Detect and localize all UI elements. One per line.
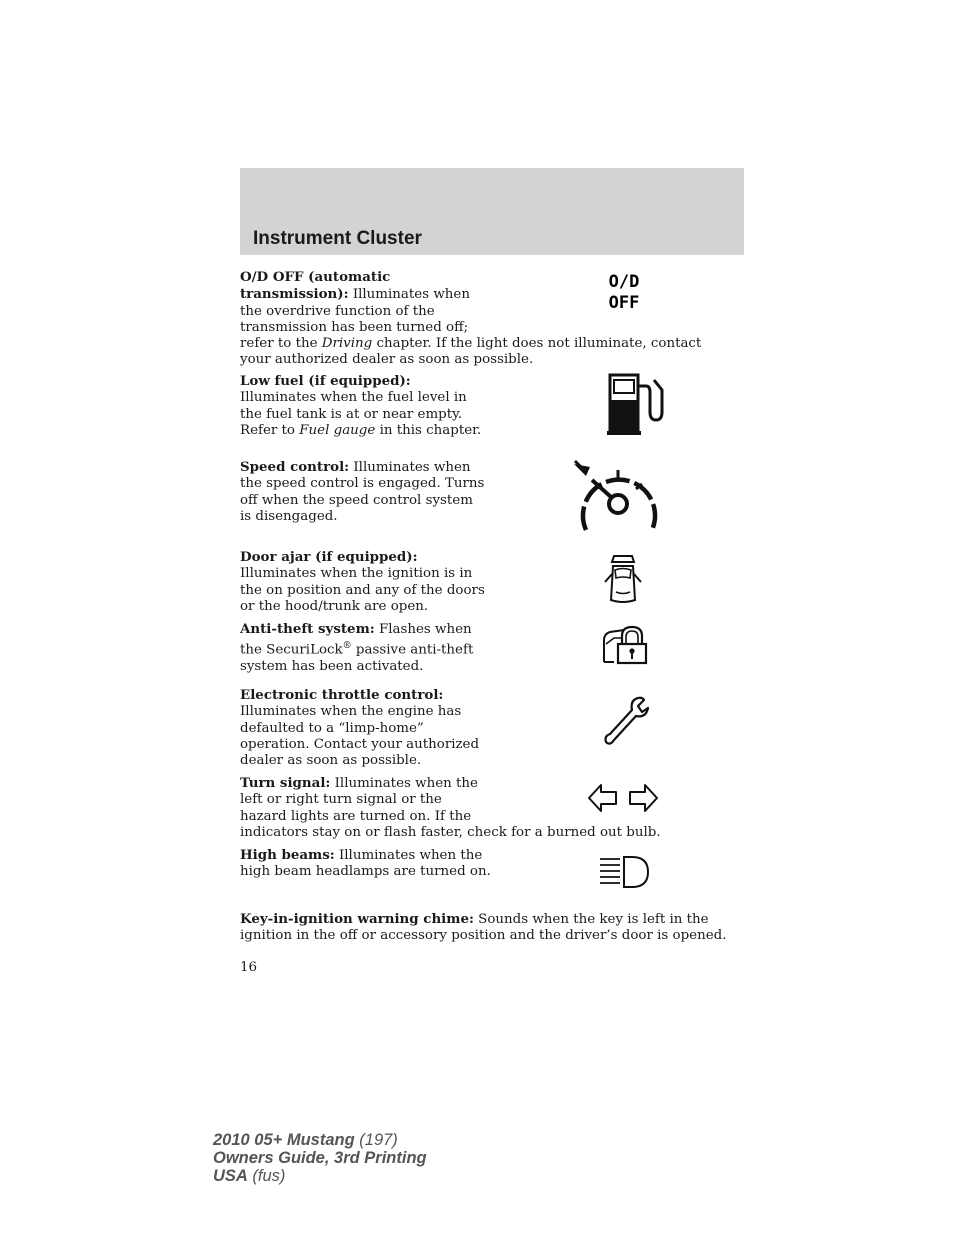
door-ajar-icon (602, 552, 644, 606)
entry-text: in this chapter. (375, 422, 482, 438)
speedometer-icon (570, 458, 662, 538)
entry-text: Illuminates when the engine has (240, 704, 462, 720)
footer-market: USA (213, 1167, 248, 1185)
entry-title: High beams: (240, 847, 335, 863)
entry-text: the overdrive function of the (240, 303, 435, 319)
fuel-pump-icon (606, 372, 666, 438)
section-title: Instrument Cluster (253, 228, 422, 249)
page-number: 16 (240, 960, 258, 975)
entry-speed-control (240, 459, 484, 525)
od-off-icon-label: O/D (608, 272, 640, 292)
entry-high-beams (240, 847, 491, 881)
entry-throttle-control (240, 687, 479, 769)
entry-text: Illuminates when the fuel level in (240, 390, 467, 406)
entry-text: the fuel tank is at or near empty. (240, 406, 463, 422)
entry-text: chapter. If the light does not illuminate, contact (372, 336, 702, 352)
entry-text: Refer to (240, 422, 300, 438)
high-beam-icon (598, 855, 652, 889)
entry-text: operation. Contact your authorized (240, 736, 480, 752)
entry-text: hazard lights are turned on. If the (240, 808, 472, 824)
entry-text: or the hood/trunk are open. (240, 598, 429, 614)
entry-title: Key-in-ignition warning chime: (240, 911, 474, 927)
entry-title: Low fuel (if equipped): (240, 373, 411, 389)
footer-code: (197) (354, 1131, 398, 1149)
entry-text: refer to the (240, 336, 322, 352)
od-off-icon (596, 272, 652, 314)
entry-text: Sounds when the key is left in the (473, 912, 709, 927)
chapter-reference: Driving (321, 336, 373, 352)
entry-text: passive anti-theft (351, 642, 474, 658)
security-lock-icon (600, 624, 650, 666)
entry-text: Illuminates when the (334, 848, 483, 863)
entry-text: the speed control is engaged. Turns (240, 476, 485, 492)
entry-text: the SecuriLock (240, 642, 343, 658)
wrench-icon (600, 694, 652, 748)
entry-text: ignition in the off or accessory position and the driver’s door is opened. (240, 928, 727, 944)
entry-title: Electronic throttle control: (240, 687, 444, 703)
entry-door-ajar (240, 549, 485, 615)
section-header-band (240, 168, 744, 255)
section-reference: Fuel gauge (299, 422, 376, 438)
entry-text: Illuminates when the (330, 776, 478, 791)
turn-signal-arrows-icon (587, 782, 659, 814)
entry-text: dealer as soon as possible. (240, 753, 422, 769)
entry-title: O/D OFF (automatic (240, 269, 391, 285)
footer-edition: Owners Guide, 3rd Printing (213, 1149, 427, 1167)
entry-text: defaulted to a “limp-home” (240, 720, 424, 736)
print-footer (213, 1131, 427, 1185)
entry-title-cont: transmission): (240, 286, 349, 303)
footer-model: 2010 05+ Mustang (213, 1131, 355, 1149)
entry-text: Flashes when (374, 622, 472, 637)
entry-anti-theft (240, 621, 473, 675)
entry-text: transmission has been turned off; (240, 319, 469, 335)
entry-text: Illuminates when the ignition is in (240, 566, 473, 582)
entry-title: Turn signal: (240, 775, 331, 791)
entry-text: Illuminates when (348, 287, 470, 303)
entry-low-fuel (240, 373, 481, 439)
entry-text: your authorized dealer as soon as possible. (240, 352, 534, 368)
entry-text: system has been activated. (240, 659, 424, 675)
footer-market-code: (fus) (247, 1167, 286, 1185)
entry-title: Speed control: (240, 459, 350, 475)
entry-text: the on position and any of the doors (240, 582, 485, 598)
entry-text: Illuminates when (349, 460, 471, 475)
entry-title: Door ajar (if equipped): (240, 549, 418, 565)
registered-mark: ® (342, 641, 352, 652)
entry-title: Anti-theft system: (240, 621, 375, 637)
entry-text: is disengaged. (240, 508, 338, 524)
entry-text: off when the speed control system (240, 492, 473, 508)
entry-key-chime (240, 911, 726, 945)
entry-text: left or right turn signal or the (240, 792, 442, 808)
od-off-icon-label: OFF (608, 293, 640, 313)
entry-text: indicators stay on or flash faster, check for a burned out bulb. (240, 824, 661, 840)
entry-text: high beam headlamps are turned on. (240, 864, 491, 880)
